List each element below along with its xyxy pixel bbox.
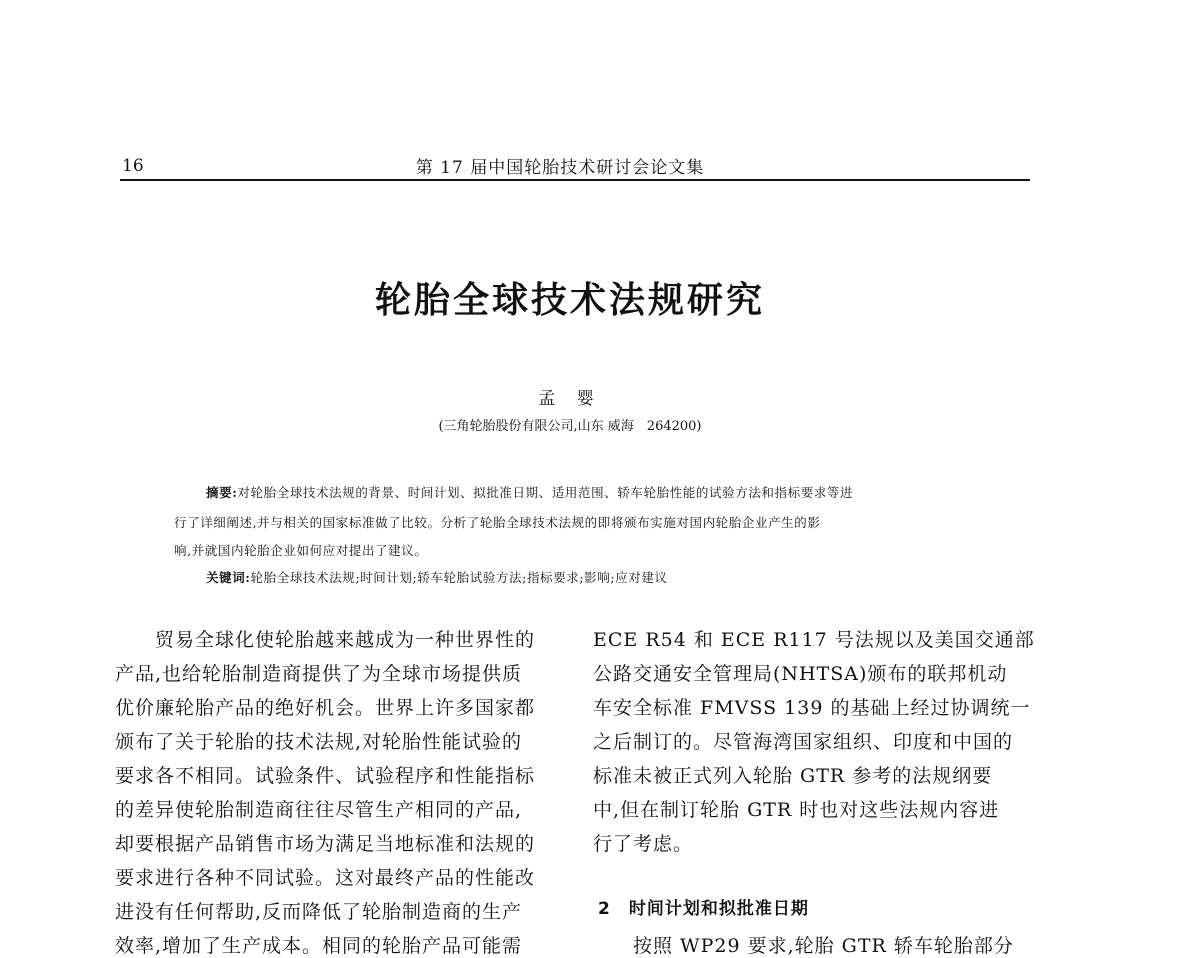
body-right-line: 标准未被正式列入轮胎 GTR 参考的法规纲要 [593,765,993,787]
body-left-line: 却要根据产品销售市场为满足当地标准和法规的 [115,833,536,855]
body-right-line: 公路交通安全管理局(NHTSA)颁布的联邦机动 [593,663,1008,685]
abstract-line-3: 响,并就国内轮胎企业如何应对提出了建议。 [174,543,428,558]
body-right-line: 行了考虑。 [593,833,694,855]
paper-title: 轮胎全球技术法规研究 [374,280,765,321]
section-2-first-line: 按照 WP29 要求,轮胎 GTR 轿车轮胎部分 [593,935,1014,957]
body-left-line: 颁布了关于轮胎的技术法规,对轮胎性能试验的 [115,731,523,753]
body-left-line: 的差异使轮胎制造商往往尽管生产相同的产品, [115,799,523,821]
section-2-heading [598,894,809,919]
abstract-line-2: 行了详细阐述,并与相关的国家标准做了比较。分析了轮胎全球技术法规的即将颁布实施对国内轮胎企业产生的影 [174,515,821,530]
abstract-label: 摘要: [206,485,238,500]
abstract-line-1 [206,483,1006,501]
body-left-line: 要求进行各种不同试验。这对最终产品的性能改 [115,867,536,889]
body-right-line: 车安全标准 FMVSS 139 的基础上经过协调统一 [593,697,1031,719]
body-right-line: 中,但在制订轮胎 GTR 时也对这些法规内容进 [593,799,1000,821]
body-left-line: 进没有任何帮助,反而降低了轮胎制造商的生产 [115,901,523,923]
body-left-line: 要求各不相同。试验条件、试验程序和性能指标 [115,765,536,787]
body-left-line: 贸易全球化使轮胎越来越成为一种世界性的 [115,629,536,651]
running-header: 第 17 届中国轮胎技术研讨会论文集 [415,158,705,178]
keywords-line [206,568,1006,586]
section-2-number: 2 [598,899,611,919]
body-left-line: 效率,增加了生产成本。相同的轮胎产品可能需 [115,935,523,957]
body-left-line: 产品,也给轮胎制造商提供了为全球市场提供质 [115,663,523,685]
header-rule [120,179,1030,181]
section-2-title: 时间计划和拟批准日期 [628,899,809,919]
keywords-text: 轮胎全球技术法规;时间计划;轿车轮胎试验方法;指标要求;影响;应对建议 [250,570,668,585]
page-number: 16 [122,156,144,176]
abstract-text-1: 对轮胎全球技术法规的背景、时间计划、拟批准日期、适用范围、轿车轮胎性能的试验方法和指标要求等进 [237,485,854,500]
body-left-line: 优价廉轮胎产品的绝好机会。世界上许多国家都 [115,697,536,719]
body-right-line: 之后制订的。尽管海湾国家组织、印度和中国的 [593,731,1014,753]
body-right-line: ECE R54 和 ECE R117 号法规以及美国交通部 [593,629,1035,651]
affiliation: (三角轮胎股份有限公司,山东 威海 264200) [438,419,702,434]
keywords-label: 关键词: [206,570,251,585]
author: 孟 婴 [538,389,602,409]
